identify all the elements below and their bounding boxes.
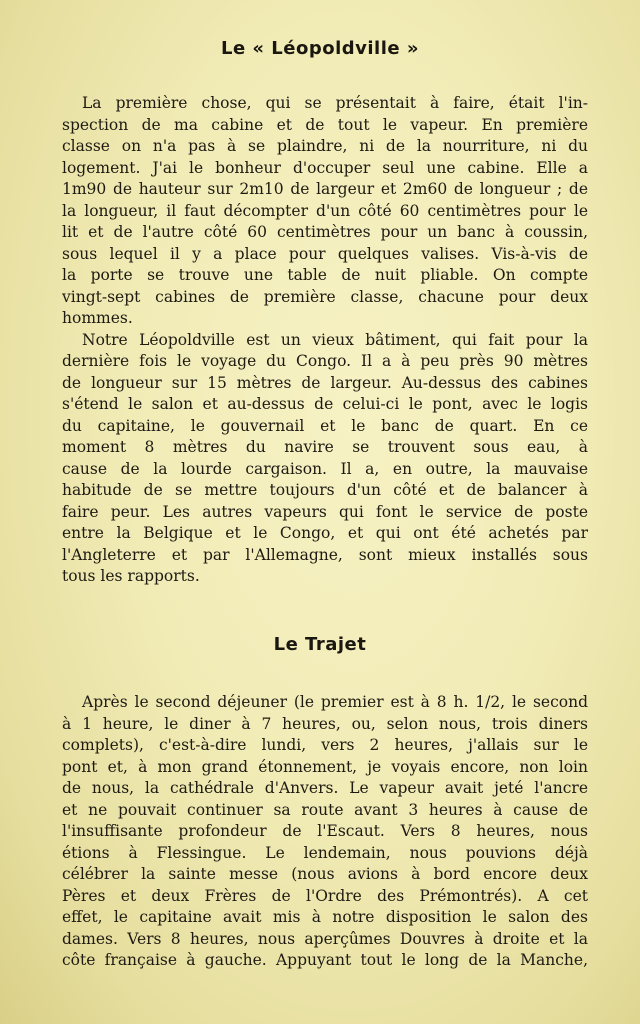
text-line: dames. Vers 8 heures, nous aperçûmes Douvres à droite et la: [62, 929, 588, 948]
text-line: classe on n'a pas à se plaindre, ni de la nourriture, ni du: [62, 137, 588, 155]
text-line: moment 8 mètres du navire se trouvent sous eau, à: [62, 438, 588, 456]
text-line: de nous, la cathédrale d'Anvers. Le vapeur avait jeté l'ancre: [62, 779, 588, 797]
section-leopoldville-text: [62, 93, 588, 588]
text-line: logement. J'ai le bonheur d'occuper seul une cabine. Elle a: [62, 158, 588, 177]
text-line: cause de la lourde cargaison. Il a, en outre, la mauvaise: [62, 459, 588, 478]
text-line: lit et de l'autre côté 60 centimètres pour un banc à coussin,: [62, 223, 588, 241]
text-line: célébrer la sainte messe (nous avions à bord encore deux: [62, 865, 588, 883]
text-line: du capitaine, le gouvernail et le banc de quart. En ce: [62, 416, 588, 435]
text-line: à 1 heure, le diner à 7 heures, ou, selon nous, trois diners: [62, 714, 588, 733]
section-trajet-text: [62, 692, 588, 972]
text-line: la longueur, il faut décompter d'un côté 60 centimètres pour le: [62, 201, 588, 220]
text-line: la porte se trouve une table de nuit pliable. On compte: [62, 266, 588, 284]
text-line: côte française à gauche. Appuyant tout le long de la Manche,: [62, 951, 588, 969]
text-line: étions à Flessingue. Le lendemain, nous pouvions déjà: [62, 843, 588, 862]
text-line: faire peur. Les autres vapeurs qui font le service de poste: [62, 502, 588, 521]
text-line: l'insuffisante profondeur de l'Escaut. Vers 8 heures, nous: [62, 822, 588, 840]
text-line: spection de ma cabine et de tout le vapeur. En première: [62, 115, 588, 134]
text-line: effet, le capitaine avait mis à notre disposition le salon des: [62, 908, 588, 926]
text-line: entre la Belgique et le Congo, et qui ont été achetés par: [62, 524, 588, 542]
text-line: Notre Léopoldville est un vieux bâtiment, qui fait pour la: [82, 330, 588, 349]
text-line: vingt-sept cabines de première classe, chacune pour deux: [62, 287, 588, 306]
text-line: Après le second déjeuner (le premier est à 8 h. 1/2, le second: [82, 693, 588, 711]
text-line: sous lequel il y a place pour quelques valises. Vis-à-vis de: [62, 244, 588, 263]
text-line: pont et, à mon grand étonnement, je voyais encore, non loin: [62, 757, 588, 776]
section-title-leopoldville: Le « Léopoldville »: [220, 38, 420, 59]
section-title-trajet: Le Trajet: [273, 634, 367, 655]
text-line: habitude de se mettre toujours d'un côté et de balancer à: [62, 481, 588, 499]
text-line: 1m90 de hauteur sur 2m10 de largeur et 2m60 de longueur ; de: [62, 180, 588, 198]
text-line: dernière fois le voyage du Congo. Il a à peu près 90 mètres: [62, 352, 588, 370]
text-line: et ne pouvait continuer sa route avant 3 heures à cause de: [62, 800, 588, 819]
text-line: l'Angleterre et par l'Allemagne, sont mieux installés sous: [62, 545, 588, 564]
text-line: tous les rapports.: [62, 567, 200, 585]
text-line: hommes.: [62, 309, 133, 327]
text-line: s'étend le salon et au-dessus de celui-ci le pont, avec le logis: [62, 395, 588, 413]
text-line: complets), c'est-à-dire lundi, vers 2 heures, j'allais sur le: [62, 736, 588, 754]
text-line: de longueur sur 15 mètres de largeur. Au-dessus des cabines: [62, 373, 588, 392]
text-line: La première chose, qui se présentait à faire, était l'in-: [82, 94, 588, 112]
text-line: Pères et deux Frères de l'Ordre des Prémontrés). A cet: [62, 886, 588, 905]
